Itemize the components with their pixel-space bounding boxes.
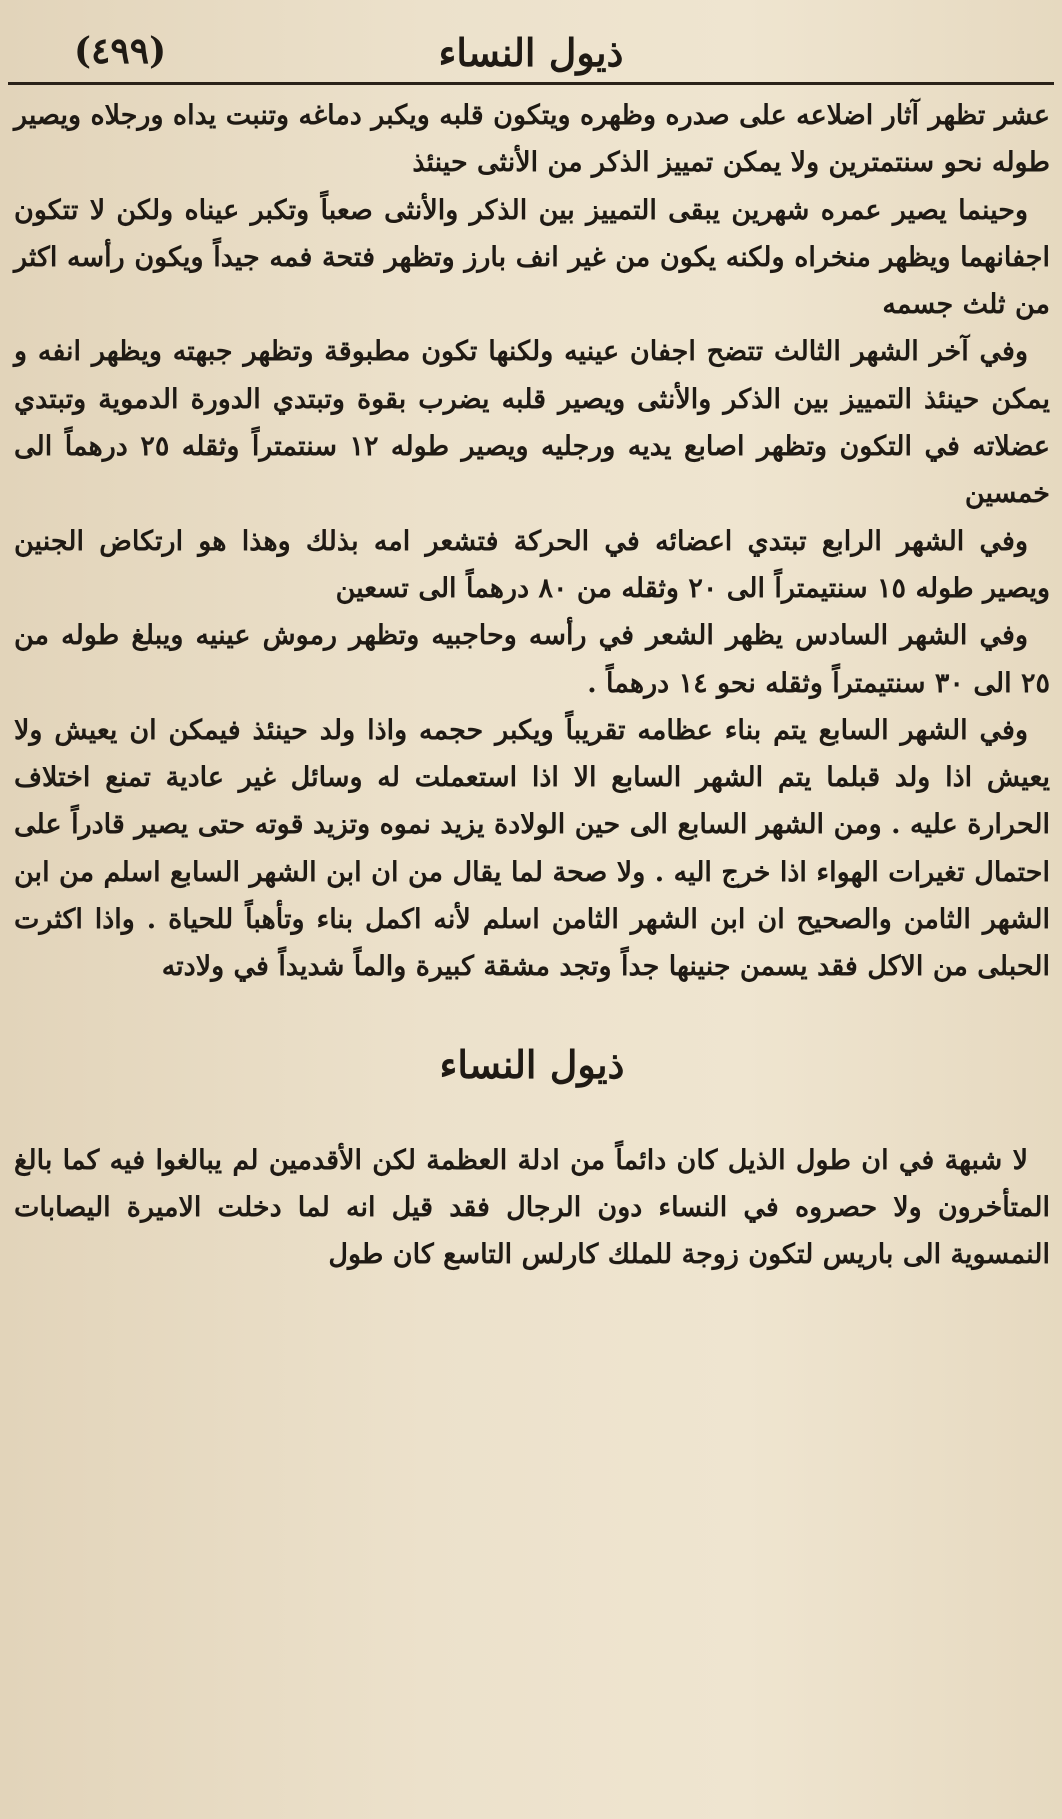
header-rule xyxy=(8,82,1054,85)
page-number: (٤٩٩) xyxy=(74,30,167,72)
paragraph: وفي الشهر الرابع تبتدي اعضائه في الحركة فتشعر امه بذلك وهذا هو ارتكاض الجنين ويصير طوله ١٥ سنتيمتراً الى ٢٠ وثقله من ٨٠ درهماً الى تسعين xyxy=(14,525,1050,604)
paragraph: لا شبهة في ان طول الذيل كان دائماً من ادلة العظمة لكن الأقدمين لم يبالغوا فيه كما بالغ المتأخرون ولا حصروه في النساء دون الرجال فقد قيل انه لما دخلت الاميرة اليصابات النمسوية الى باريس لتكون زوجة للملك كارلس التاسع كان طول xyxy=(14,1144,1050,1271)
page-body xyxy=(14,92,1050,1279)
paragraph: عشر تظهر آثار اضلاعه على صدره وظهره ويتكون قلبه ويكبر دماغه وتنبت يداه ورجلاه ويصير طوله نحو سنتمترين ولا يمكن تمييز الذكر من الأنثى حينئذ xyxy=(14,100,1050,179)
paragraph: وفي آخر الشهر الثالث تتضح اجفان عينيه ولكنها تكون مطبوقة وتظهر جبهته ويظهر انفه و يمكن حينئذ التمييز بين الذكر والأنثى ويصير قلبه يضرب بقوة وتبتدي الدورة الدموية وتبتدي عضلاته في التكون وتظهر اصابع يديه ورجليه ويصير طوله ١٢ سنتمتراً وثقله ٢٥ درهماً الى خمسين xyxy=(14,336,1050,510)
page-header xyxy=(10,22,1052,76)
paragraph: وفي الشهر السابع يتم بناء عظامه تقريباً ويكبر حجمه واذا ولد حينئذ فيمكن ان يعيش ولا يعيش اذا ولد قبلما يتم الشهر السابع الا اذا استعملت له وسائل غير عادية تمنع اختلاف الحرارة عليه . ومن الشهر السابع الى حين الولادة يزيد نموه وتزيد قوته حتى يصير قادراً على احتمال تغيرات الهواء اذا خرج اليه . ولا صحة لما يقال من ان ابن الشهر السابع اسلم من ابن الشهر الثامن والصحيح ان ابن الشهر الثامن اسلم لأنه اكمل بناء وتأهباً للحياة . واذا اكثرت الحبلى من الاكل فقد يسمن جنينها جداً وتجد مشقة كبيرة والماً شديداً في ولادته xyxy=(14,714,1050,983)
paragraph: وفي الشهر السادس يظهر الشعر في رأسه وحاجبيه وتظهر رموش عينيه ويبلغ طوله من ٢٥ الى ٣٠ سنتيمتراً وثقله نحو ١٤ درهماً . xyxy=(14,620,1050,699)
paragraph: وحينما يصير عمره شهرين يبقى التمييز بين الذكر والأنثى صعباً وتكبر عيناه ولكن لا تتكون اجفانهما ويظهر منخراه ولكنه يكون من غير انف بارز وتظهر فتحة فمه جيداً ويكون رأسه اكثر من ثلث جسمه xyxy=(14,194,1050,321)
section-heading: ذيول النساء xyxy=(439,1041,625,1087)
running-title: ذيول النساء xyxy=(438,30,624,75)
